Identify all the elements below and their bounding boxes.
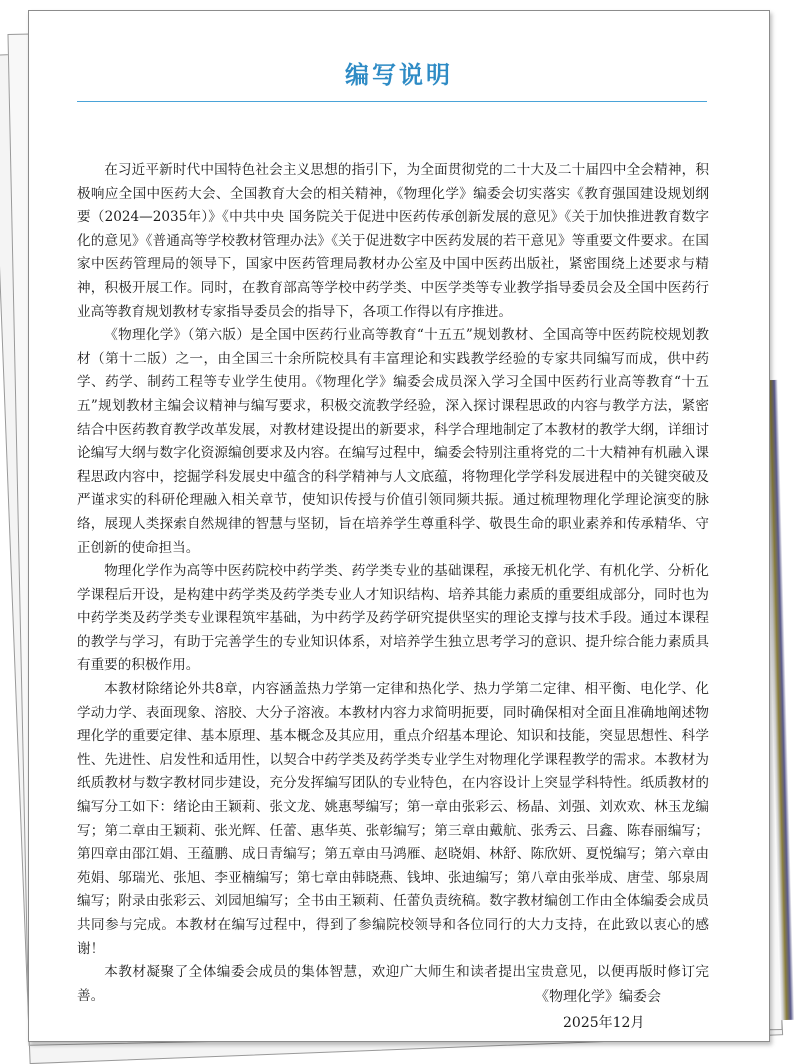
paragraph: 本教材凝聚了全体编委会成员的集体智慧，欢迎广大师生和读者提出宝贵意见，以便再版时修订完善。 — [77, 964, 709, 1004]
page-title: 编写说明 — [345, 60, 453, 89]
paragraph: 《物理化学》（第六版）是全国中医药行业高等教育“十五五”规划教材、全国高等中医药院校规划教材（第十二版）之一，由全国三十余所院校具有丰富理论和实践教学经验的专家共同编写而成，供中药学、药学、制药工程等专业学生使用。《物理化学》编委会成员深入学习全国中医药行业高等教育“十五五”规划教材主编会议精神与编写要求，积极交流教学经验，深入探讨课程思政的内容与教学方法，紧密结合中医药教育教学改革发展，对教材建设提出的新要求，科学合理地制定了本教材的教学大纲，详细讨论编写大纲与数字化资源编创要求及内容。在编写过程中，编委会特别注重将党的二十大精神有机融入课程思政内容中，挖掘学科发展史中蕴含的科学精神与人文底蕴，将物理化学学科发展进程中的关键突破及严谨求实的科研伦理融入相关章节，使知识传授与价值引领同频共振。通过梳理物理化学理论演变的脉络，展现人类探索自然规律的智慧与坚韧，旨在培养学生尊重科学、敬畏生命的职业素养和传承精华、守正创新的使命担当。 — [77, 327, 709, 556]
signature-block — [535, 984, 715, 1036]
signature-organization: 《物理化学》编委会 — [535, 989, 661, 1005]
document-page — [28, 10, 770, 1042]
paragraph: 物理化学作为高等中医药院校中药学类、药学类专业的基础课程，承接无机化学、有机化学、分析化学课程后开设，是构建中药学类及药学类专业人才知识结构、培养其能力素质的重要组成部分，同时也为中药学类及药学类专业课程筑牢基础，为中药学及药学研究提供坚实的理论支撑与技术手段。通过本课程的教学与学习，有助于完善学生的专业知识体系，对培养学生独立思考学习的意识、提升综合能力素质具有重要的积极作用。 — [77, 563, 709, 674]
paragraph: 本教材除绪论外共8章，内容涵盖热力学第一定律和热化学、热力学第二定律、相平衡、电化学、化学动力学、表面现象、溶胶、大分子溶液。本教材内容力求简明扼要，同时确保相对全面且准确地阐述物理化学的重要定律、基本原理、基本概念及其应用，重点介绍基本理论、知识和技能，突显思想性、科学性、先进性、启发性和适用性，以契合中药学类及药学类专业学生对物理化学课程教学的需求。本教材为纸质教材与数字教材同步建设，充分发挥编写团队的专业特色，在内容设计上突显学科特性。纸质教材的编写分工如下：绪论由王颖莉、张文龙、姚惠琴编写；第一章由张彩云、杨晶、刘强、刘欢欢、林玉龙编写；第二章由王颖莉、张光辉、任蕾、惠华英、张彰编写；第三章由戴航、张秀云、吕鑫、陈春丽编写；第四章由邵江娟、王蕴鹏、成日青编写；第五章由马鸿雁、赵晓娟、林舒、陈欣妍、夏悦编写；第六章由苑娟、邬瑞光、张旭、李亚楠编写；第七章由韩晓燕、钱坤、张迪编写；第八章由张举成、唐莹、邬泉周编写；附录由张彩云、刘园旭编写；全书由王颖莉、任蕾负责统稿。数字教材编创工作由全体编委会成员共同参与完成。本教材在编写过程中，得到了参编院校领导和各位同行的大力支持，在此致以衷心的感谢！ — [77, 681, 709, 957]
title-divider — [77, 101, 707, 102]
paragraph: 在习近平新时代中国特色社会主义思想的指引下，为全面贯彻党的二十大及二十届四中全会精神，积极响应全国中医药大会、全国教育大会的相关精神，《物理化学》编委会切实落实《教育强国建设规划纲要（2024—2035年）》《中共中央 国务院关于促进中医药传承创新发展的意见》《关于加快推进教育数字化的意见》《普通高等学校教材管理办法》《关于促进数字中医药发展的若干意见》等重要文件要求。在国家中医药管理局的领导下，国家中医药管理局教材办公室及中国中医药出版社，紧密围绕上述要求与精神，积极开展工作。同时，在教育部高等学校中药学类、中医学类等专业教学指导委员会及全国中医药行业高等教育规划教材专家指导委员会的指导下，各项工作得以有序推进。 — [77, 162, 709, 320]
signature-date: 2025年12月 — [563, 1015, 645, 1031]
document-body — [77, 159, 709, 1008]
